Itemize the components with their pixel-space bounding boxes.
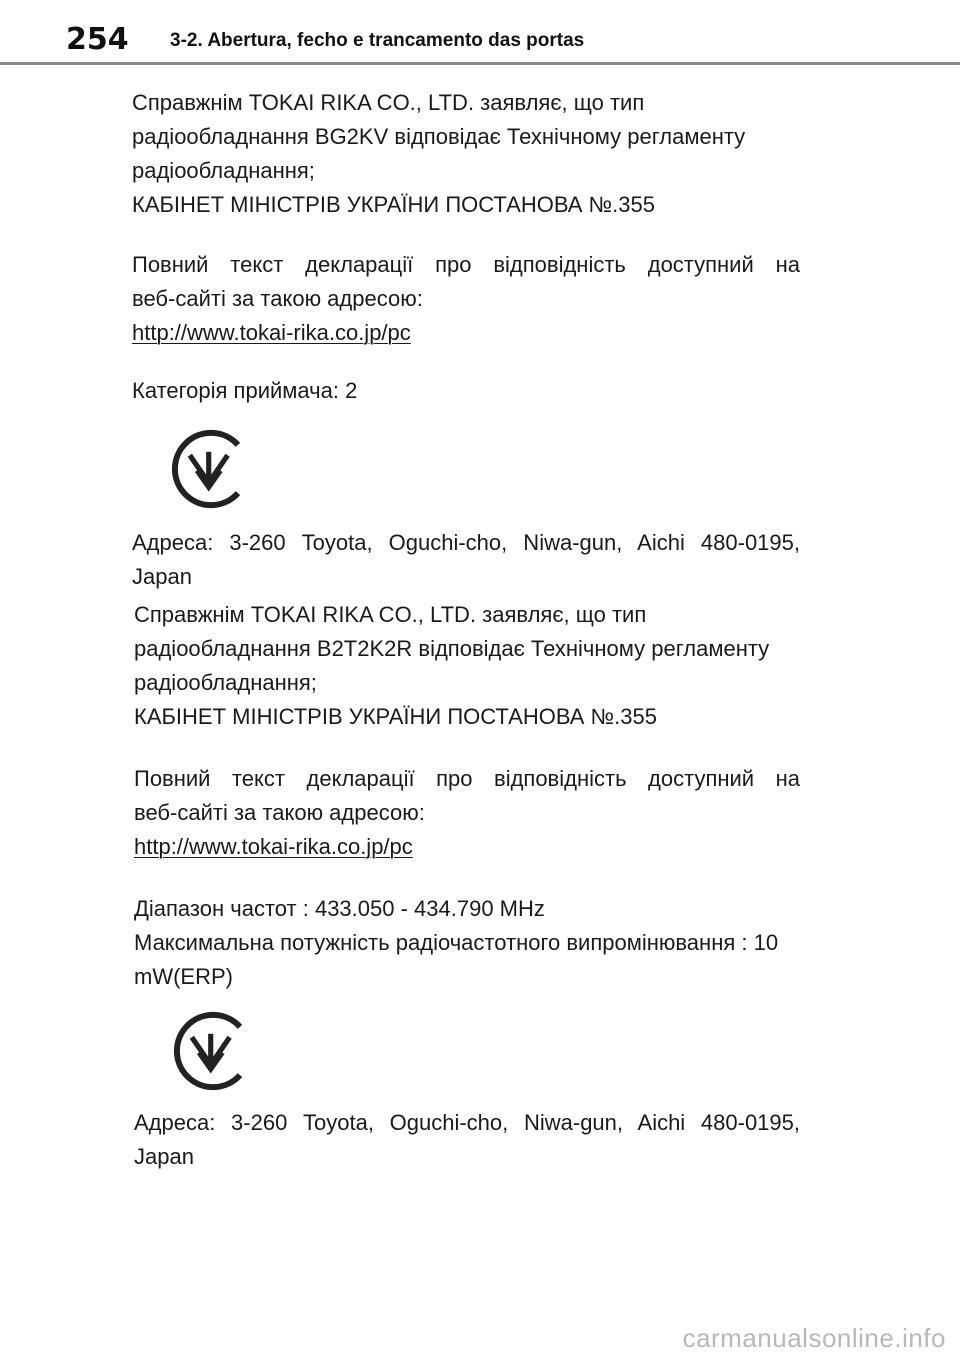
declaration-url-link[interactable]: http://www.tokai-rika.co.jp/pc <box>132 320 411 345</box>
max-power-line: mW(ERP) <box>134 964 233 989</box>
declaration-line: КАБІНЕТ МІНІСТРІВ УКРАЇНИ ПОСТАНОВА №.355 <box>134 704 657 729</box>
declaration-line: радіообладнання BG2KV відповідає Технічному регламенту <box>132 124 746 149</box>
header-divider <box>0 62 960 65</box>
declaration-line: КАБІНЕТ МІНІСТРІВ УКРАЇНИ ПОСТАНОВА №.355 <box>132 192 655 217</box>
declaration-url-link[interactable]: http://www.tokai-rika.co.jp/pc <box>134 834 413 859</box>
ukraine-conformity-mark-icon <box>164 426 250 512</box>
fulltext-line: Повний текст декларації про відповідність доступний на <box>132 252 800 277</box>
declaration-line: радіообладнання; <box>134 670 317 695</box>
declaration-paragraph-2 <box>134 598 769 734</box>
section-title: 3-2. Abertura, fecho e trancamento das portas <box>170 30 585 51</box>
declaration-line: радіообладнання; <box>132 158 315 183</box>
ukraine-conformity-mark-icon <box>166 1008 252 1094</box>
page-number: 254 <box>66 22 129 57</box>
page-header <box>0 0 960 66</box>
address-line: Japan <box>132 564 192 589</box>
fulltext-line: веб-сайті за такою адресою: <box>132 286 423 311</box>
frequency-paragraph <box>134 892 778 994</box>
frequency-range: Діапазон частот : 433.050 - 434.790 MHz <box>134 896 545 921</box>
declaration-line: Справжнім TOKAI RIKA CO., LTD. заявляє, що тип <box>132 90 645 115</box>
fulltext-line: веб-сайті за такою адресою: <box>134 800 425 825</box>
address-paragraph-2 <box>134 1106 800 1174</box>
declaration-line: Справжнім TOKAI RIKA CO., LTD. заявляє, що тип <box>134 602 647 627</box>
max-power-line: Максимальна потужність радіочастотного випромінювання : 10 <box>134 930 779 955</box>
fulltext-paragraph-1 <box>132 248 800 350</box>
fulltext-line: Повний текст декларації про відповідність доступний на <box>134 766 800 791</box>
site-watermark: carmanualsonline.info <box>682 1323 946 1353</box>
fulltext-paragraph-2 <box>134 762 800 864</box>
declaration-line: радіообладнання B2T2K2R відповідає Технічному регламенту <box>134 636 770 661</box>
address-line: Japan <box>134 1144 194 1169</box>
address-line: Адреса: 3-260 Toyota, Oguchi-cho, Niwa-gun, Aichi 480-0195, <box>134 1110 800 1135</box>
address-line: Адреса: 3-260 Toyota, Oguchi-cho, Niwa-gun, Aichi 480-0195, <box>132 530 800 555</box>
address-paragraph-1 <box>132 526 800 594</box>
declaration-paragraph-1 <box>132 86 745 222</box>
receiver-category: Категорія приймача: 2 <box>132 378 358 403</box>
